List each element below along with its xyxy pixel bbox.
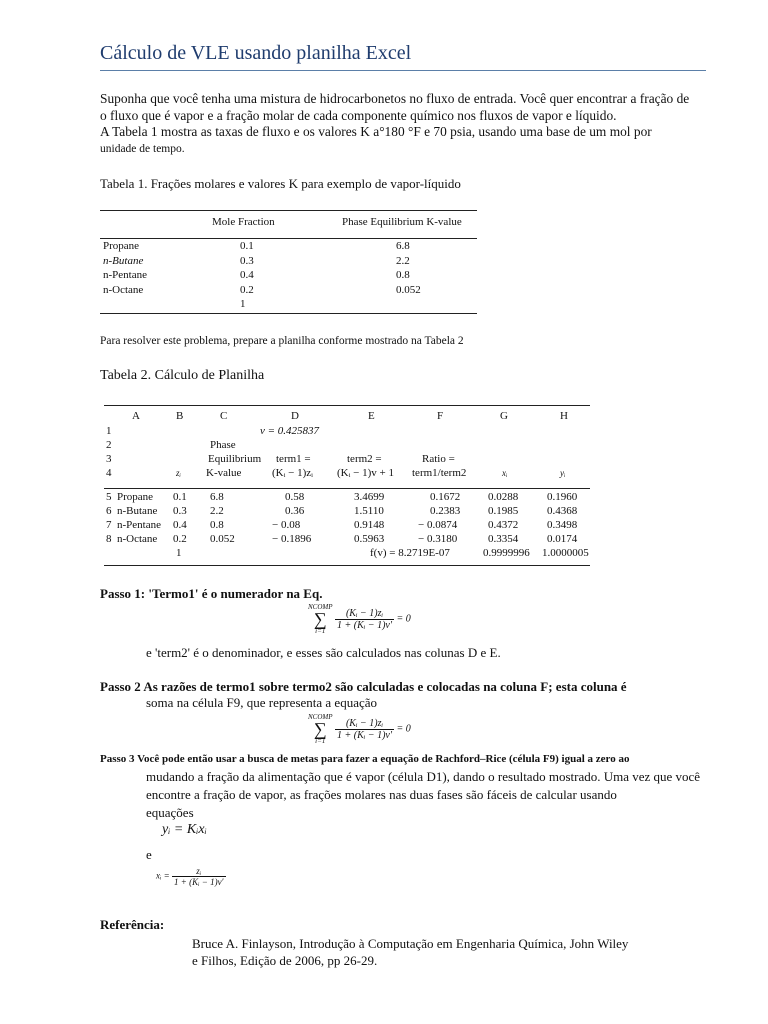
cell-f: 0.2383	[430, 505, 461, 517]
cell-c: 0.052	[210, 533, 235, 545]
cell-a: n-Butane	[117, 505, 158, 517]
cell-h: 0.0174	[547, 533, 578, 545]
reference-line-2: e Filhos, Edição de 2006, pp 26-29.	[192, 953, 378, 968]
cell-h: 0.4368	[547, 505, 578, 517]
instruction-note: Para resolver este problema, prepare a planilha conforme mostrado na Tabela 2	[100, 335, 464, 347]
cell-h: 0.3498	[547, 519, 578, 531]
mole-fraction-total: 1	[240, 298, 246, 310]
k-value: 0.8	[396, 269, 410, 281]
table2	[104, 405, 590, 568]
reference-heading: Referência:	[100, 917, 165, 932]
cell-e: 0.9148	[354, 519, 385, 531]
component-name: n-Pentane	[103, 269, 147, 281]
cell-g: 0.3354	[488, 533, 519, 545]
k-value: 2.2	[396, 254, 410, 267]
table2-rule-mid	[104, 488, 590, 489]
header-e-line4: (Kᵢ − 1)v + 1	[337, 467, 394, 479]
cell-h: 0.1960	[547, 491, 578, 503]
intro-line-1: Suponha que você tenha uma mistura de hidrocarbonetos no fluxo de entrada. Você quer encontrar a fração de	[100, 91, 690, 106]
page-title: Cálculo de VLE usando planilha Excel	[100, 42, 412, 64]
header-f-line3: Ratio =	[422, 453, 455, 465]
summation-symbol: NCOMP ∑ i=1	[308, 713, 333, 745]
cell-f: − 0.3180	[418, 533, 458, 545]
cell-e: 0.5963	[354, 533, 385, 545]
component-name: n-Octane	[103, 283, 144, 296]
table-row	[100, 284, 477, 299]
step3-label: Passo 3 Você pode então usar a busca de metas para fazer a equação de Rachford–Rice (célula F9) igual a zero ao	[100, 753, 630, 765]
title-divider	[100, 70, 706, 71]
k-value: 0.052	[396, 283, 421, 296]
table1-caption: Tabela 1. Frações molares e valores K para exemplo de vapor-líquido	[100, 176, 461, 191]
cell-b: 0.3	[173, 505, 187, 517]
intro-paragraph	[100, 91, 740, 157]
equation-x	[156, 866, 226, 887]
header-g-line4: xᵢ	[502, 468, 508, 478]
reference-text	[192, 935, 732, 969]
col-letter: D	[291, 410, 299, 422]
cell-e: 3.4699	[354, 491, 385, 503]
rachford-rice-equation-2	[308, 713, 411, 745]
header-f-line4: term1/term2	[412, 467, 467, 479]
table-row	[100, 255, 477, 270]
row-number: 2	[106, 439, 112, 451]
cell-c: 6.8	[210, 491, 224, 503]
table1-rule-mid	[100, 238, 477, 239]
cell-d: 0.58	[285, 491, 305, 503]
table1-header-mole-fraction: Mole Fraction	[212, 216, 275, 228]
cell-f: 0.1672	[430, 491, 461, 503]
table-row-number: 5	[106, 491, 112, 503]
step3-line2: mudando a fração da alimentação que é vapor (célula D1), dando o resultado mostrado. Uma vez que você	[146, 769, 701, 784]
table-row-number: 6	[106, 505, 112, 517]
mole-fraction: 0.4	[240, 269, 254, 281]
k-value: 6.8	[396, 240, 410, 252]
header-d-line3: term1 =	[276, 453, 311, 465]
table-row	[100, 240, 477, 255]
step2-text: soma na célula F9, que representa a equação	[146, 695, 378, 710]
mole-fraction: 0.3	[240, 254, 254, 267]
cell-c: 2.2	[210, 505, 224, 517]
equation-fraction: $\frac{\text{zᵢ}}{\text{1 + (Kᵢ − 1)v′}}$	[174, 866, 224, 887]
f-of-v-result: f(v) = 8.2719E-07	[370, 547, 450, 559]
cell-g: 0.4372	[488, 519, 519, 531]
step3-e: e	[146, 847, 152, 862]
col-letter: B	[176, 410, 184, 422]
equation-fraction: $\frac{\text{(Kᵢ − 1)zᵢ}}{\text{1 + (Kᵢ − 1)v′}}$	[337, 717, 393, 741]
mole-fraction: 0.1	[240, 240, 254, 252]
col-letter: F	[437, 410, 444, 422]
cell-g: 0.1985	[488, 505, 519, 517]
row-number: 3	[106, 453, 112, 465]
cell-a: n-Pentane	[117, 519, 161, 531]
total-b: 1	[176, 547, 182, 559]
mole-fraction: 0.2	[240, 283, 254, 296]
total-g: 0.9999996	[483, 547, 530, 559]
header-h-line4: yᵢ	[560, 468, 566, 478]
row-number: 4	[106, 467, 112, 479]
table-row-number: 7	[106, 519, 112, 531]
col-letter: E	[368, 410, 375, 422]
equation-y: yᵢ = Kᵢxᵢ	[162, 822, 207, 837]
reference-line-1: Bruce A. Finlayson, Introdução à Computação em Engenharia Química, John Wiley	[192, 936, 629, 951]
component-name: Propane	[103, 240, 140, 252]
table1-header-k-value: Phase Equilibrium K-value	[342, 216, 462, 228]
row-number: 1	[106, 425, 112, 437]
cell-b: 0.4	[173, 519, 187, 531]
col-letter: A	[132, 410, 140, 422]
equation-fraction: $\frac{\text{(Kᵢ − 1)zᵢ}}{\text{1 + (Kᵢ − 1)v′}}$	[337, 607, 393, 631]
col-letter: G	[500, 410, 508, 422]
intro-line-4: unidade de tempo.	[100, 142, 185, 155]
step3-line4: equações	[146, 805, 194, 820]
cell-a: Propane	[117, 491, 154, 503]
table1-total-row	[100, 298, 477, 313]
table2-rule-bottom	[104, 565, 590, 566]
header-b-line4: zᵢ	[176, 468, 181, 478]
table-row	[100, 269, 477, 284]
header-c-line4: K-value	[206, 467, 242, 479]
cell-a: n-Octane	[117, 533, 158, 545]
intro-line-2: o fluxo que é vapor e a fração molar de cada componente químico nos fluxos de vapor e líquido.	[100, 107, 617, 123]
cell-g: 0.0288	[488, 491, 519, 503]
table1-rule-top	[100, 210, 477, 211]
cell-b: 0.2	[173, 533, 187, 545]
rachford-rice-equation-1	[308, 603, 411, 635]
table2-caption: Tabela 2. Cálculo de Planilha	[100, 368, 265, 383]
cell-b: 0.1	[173, 491, 187, 503]
total-h: 1.0000005	[542, 547, 589, 559]
table-row-number: 8	[106, 533, 112, 545]
header-c-line2: Phase	[210, 439, 236, 451]
step1-label: Passo 1: 'Termo1' é o numerador na Eq.	[100, 586, 323, 601]
cell-f: − 0.0874	[418, 519, 458, 531]
header-d-line4: (Kᵢ − 1)zᵢ	[272, 467, 313, 479]
cell-d: − 0.08	[272, 519, 301, 531]
step1-text: e 'term2' é o denominador, e esses são calculados nas colunas D e E.	[146, 645, 501, 660]
equation-rhs: = 0	[396, 613, 411, 625]
step2-label: Passo 2 As razões de termo1 sobre termo2 são calculadas e colocadas na coluna F; esta coluna é	[100, 679, 627, 694]
step3-line3: encontre a fração de vapor, as frações molares nas duas fases são fáceis de calcular usando	[146, 787, 617, 802]
cell-d: − 0.1896	[272, 533, 312, 545]
header-c-line3: Equilibrium	[208, 453, 262, 465]
col-letter: H	[560, 410, 568, 422]
intro-line-3: A Tabela 1 mostra as taxas de fluxo e os valores K a°180 °F e 70 psia, usando uma base de um mol por	[100, 124, 652, 139]
cell-c: 0.8	[210, 519, 224, 531]
header-e-line3: term2 =	[347, 453, 382, 465]
summation-symbol: NCOMP ∑ i=1	[308, 603, 333, 635]
cell-d: 0.36	[285, 505, 305, 517]
table2-rule-top	[104, 405, 590, 406]
vapor-fraction-cell: v = 0.425837	[260, 425, 320, 437]
cell-e: 1.5110	[354, 505, 384, 517]
component-name: n-Butane	[103, 254, 144, 267]
equation-x-lhs: xᵢ =	[156, 870, 170, 881]
table1-rule-bottom	[100, 313, 477, 314]
equation-rhs: = 0	[396, 723, 411, 735]
col-letter: C	[220, 410, 228, 422]
